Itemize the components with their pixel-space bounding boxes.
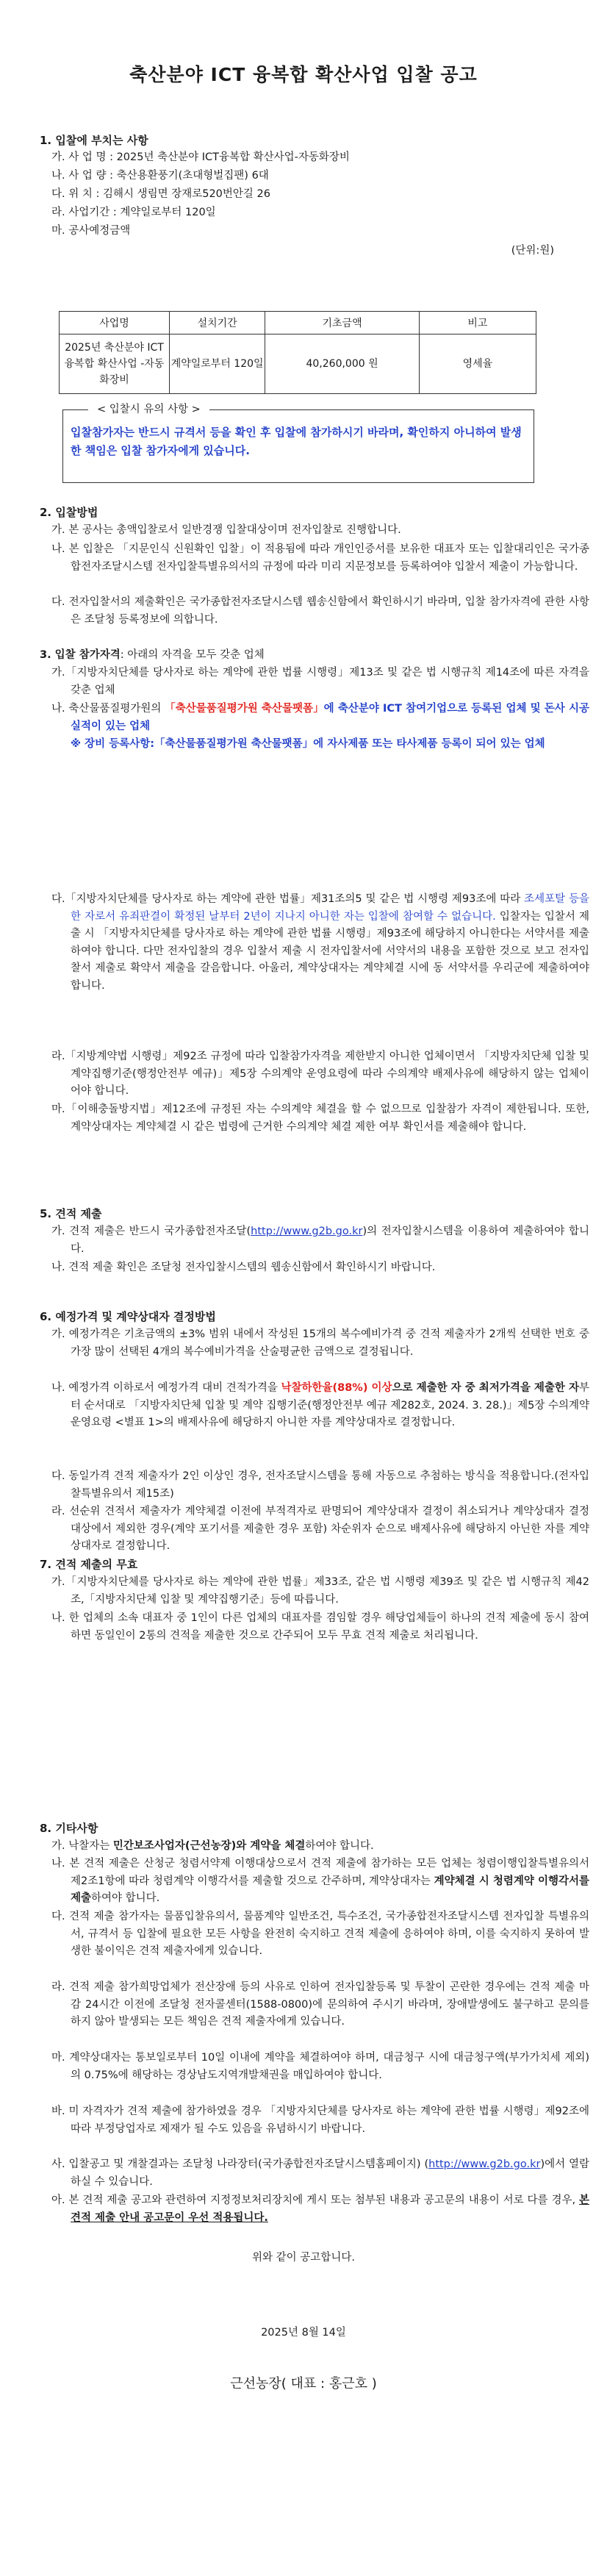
s1-item-price: 마. 공사예정금액 bbox=[51, 225, 131, 237]
section-1-heading: 1. 입찰에 부치는 사항 bbox=[40, 134, 148, 147]
s3-item-c-part1: 다.「지방자치단체를 당사자로 하는 계약에 관한 법률」제31조의5 및 같은 법 시행령 제93조에 따라 bbox=[51, 893, 525, 905]
section-5-heading: 5. 견적 제출 bbox=[40, 1207, 102, 1220]
section-7-heading: 7. 견적 제출의 무효 bbox=[40, 1558, 138, 1571]
section-2-heading: 2. 입찰방법 bbox=[40, 506, 98, 519]
g2b-link[interactable]: http://www.g2b.go.kr bbox=[251, 1226, 363, 1237]
s2-item-b: 나. 본 입찰은 「지문인식 신원확인 입찰」이 적용됨에 따라 개인인증서를 보유한 대표자 또는 입찰대리인은 국가종합전자조달시스템 전자입찰특별유의서의 규정에 따라 미리 지문정보를 등록하여야 입찰서 제출이 가능합니다. bbox=[51, 543, 589, 573]
s8-item-b-emphasis: 계약체결 시 청렴계약 이행각서를 제출 bbox=[71, 1875, 589, 1904]
s3-item-b bbox=[51, 701, 589, 735]
table-row bbox=[60, 334, 536, 394]
closing-text: 위와 같이 공고합니다. bbox=[252, 2252, 355, 2264]
s8-item-b-part2: 하여야 합니다. bbox=[91, 1892, 160, 1904]
g2b-homepage-link[interactable]: http://www.g2b.go.kr bbox=[428, 2158, 541, 2170]
s3-item-a: 가.「지방자치단체를 당사자로 하는 계약에 관한 법률 시행령」제13조 및 같은 법 시행규칙 제14조에 따른 자격을 갖춘 업체 bbox=[51, 667, 589, 696]
s8-item-d: 라. 견적 제출 참가희망업체가 전산장애 등의 사유로 인하여 전자입찰등록 및 투찰이 곤란한 경우에는 견적 제출 마감 24시간 이전에 조달청 전자콜센터(1588-0800)에 문의하여 주시기 바라며, 장애발생에도 불구하고 문의를 하지 않아 발생되는 모든 책임은 견적 제출자에게 있습니다. bbox=[51, 1981, 589, 2028]
s6-item-d: 라. 선순위 견적서 제출자가 계약체결 이전에 부적격자로 판명되어 계약상대자 결정이 취소되거나 계약상대자 결정 대상에서 제외한 경우(계약 포기서를 제출한 경우 포함) 차순위자 순으로 배제사유에 해당하지 아닌한 자를 계약상대자로 결정합니다. bbox=[51, 1506, 589, 1552]
s8-item-b-part1: 나. 본 견적 제출은 산청군 청렴서약제 이행대상으로서 견적 제출에 참가하는 모든 업체는 청렴이행입찰특별유의서 제2조1항에 따라 청렴계약 이행각서를 제출할 것으로 간주하며, 계약상대자는 bbox=[51, 1858, 589, 1887]
table-cell-note: 영세율 bbox=[419, 334, 536, 394]
s6-item-b-rate: 낙찰하한율(88%) 이상 bbox=[281, 1382, 392, 1394]
s5-item-a-prefix: 가. 견적 제출은 반드시 국가종합전자조달( bbox=[51, 1226, 251, 1237]
s3-item-c bbox=[51, 891, 589, 995]
section-3-heading-line bbox=[40, 647, 569, 665]
s7-item-a: 가.「지방자치단체를 당사자로 하는 계약에 관한 법률」제33조, 같은 법 시행령 제39조 및 같은 법 시행규칙 제42조,「지방자치단체 입찰 및 계약집행기준」등에 따릅니다. bbox=[51, 1576, 589, 1606]
table-header-period: 설치기간 bbox=[169, 312, 265, 334]
s2-item-a: 가. 본 공사는 총액입찰로서 일반경쟁 입찰대상이며 전자입찰로 진행합니다. bbox=[51, 524, 401, 536]
s5-item-a bbox=[51, 1223, 589, 1258]
s7-item-b: 나. 한 업체의 소속 대표자 중 1인이 다른 업체의 대표자를 겸임할 경우 해당업체들이 하나의 견적 제출에 동시 참여하면 동일인이 2통의 견적을 제출한 것으로 간주되어 모두 무효 견적 제출로 처리됩니다. bbox=[51, 1612, 589, 1642]
s3-item-b-prefix: 나. 축산물품질평가원의 bbox=[51, 703, 165, 715]
s1-item-period: 라. 사업기간 : 계약일로부터 120일 bbox=[51, 207, 216, 218]
s1-item-name: 가. 사 업 명 : 2025년 축산분야 ICT융복합 확산사업-자동화장비 bbox=[51, 151, 350, 163]
s3-equipment-note: ※ 장비 등록사항:「축산물품질평가원 축산물팻폼」에 자사제품 또는 타사제품 등록이 되어 있는 업체 bbox=[71, 738, 545, 750]
s8-item-f: 바. 미 자격자가 견적 제출에 참가하였을 경우 「지방자치단체를 당사자로 하는 계약에 관한 법률 시행령」제92조에 따라 부정당업자로 제재가 될 수도 있음을 유념하시기 바랍니다. bbox=[51, 2105, 589, 2135]
notice-date: 2025년 8월 14일 bbox=[261, 2327, 346, 2339]
s6-item-b-emphasis: 으로 제출한 자 중 최저가격을 제출한 자 bbox=[392, 1382, 579, 1394]
spec-table bbox=[59, 311, 536, 394]
s6-item-c: 다. 동일가격 견적 제출자가 2인 이상인 경우, 전자조달시스템을 통해 자동으로 추첨하는 방식을 적용합니다.(전자입찰특별유의서 제15조) bbox=[51, 1470, 589, 1500]
s8-item-h bbox=[51, 2192, 589, 2227]
s8-item-b bbox=[51, 1856, 589, 1908]
s5-item-a-suffix: )의 전자입찰시스템을 이용하여 제출하여야 합니다. bbox=[71, 1226, 589, 1255]
section-3-heading-rest: : 아래의 자격을 모두 갖춘 업체 bbox=[120, 649, 265, 661]
section-3-heading: 3. 입찰 참가자격 bbox=[40, 649, 121, 661]
s5-item-b: 나. 견적 제출 확인은 조달청 전자입찰시스템의 웹송신함에서 확인하시기 바랍니다. bbox=[51, 1262, 436, 1273]
table-header-base-price: 기초금액 bbox=[265, 312, 420, 334]
s3-item-e: 마.「이해충돌방지법」제12조에 규정된 자는 수의계약 체결을 할 수 없으므로 입찰참가 자격이 제한됩니다. 또한, 계약상대자는 계약체결 시 같은 법령에 근거한 수의계약 체결 제한 여부 확인서를 제출해야 합니다. bbox=[51, 1103, 589, 1133]
s6-item-b-part2: 부터 순서대로 「지방자치단체 입찰 및 계약 집행기준(행정안전부 예규 제282호, 2024. 3. 28.)」제5장 수의계약 운영요령 <별표 1>의 배제사유에 해당하지 아니한 자를 계약상대자로 결정합니다. bbox=[71, 1382, 589, 1428]
page-title: 축산분야 ICT 융복합 확산사업 입찰 공고 bbox=[129, 64, 478, 85]
bid-notice-text: 입찰참가자는 반드시 규격서 등을 확인 후 입찰에 참가하시기 바라며, 확인하지 아니하여 발생한 책임은 입찰 참가자에게 있습니다. bbox=[71, 426, 522, 457]
s8-item-h-emphasis: 본 견적 제출 안내 공고문이 우선 적용됩니다. bbox=[71, 2194, 589, 2224]
s8-item-c: 다. 견적 제출 참가자는 물품입찰유의서, 물품계약 일반조건, 특수조건, 국가종합전자조달시스템 전자입찰 특별유의서, 규격서 등 입찰에 필요한 모든 사항을 완전히 숙지하고 견적 제출에 응하여야 하며, 이를 숙지하지 못하여 발생한 불이익은 견적 제출자에게 있습니다. bbox=[51, 1911, 589, 1957]
s1-item-location: 다. 위 치 : 김해시 생림면 장재로520번안길 26 bbox=[51, 188, 270, 200]
s1-item-quantity: 나. 사 업 량 : 축산용환풍기(초대형벌집팬) 6대 bbox=[51, 170, 269, 182]
s3-item-c-part2: 입찰자는 입찰서 제출 시 「지방자치단체를 당사자로 하는 계약에 관한 법률 시행령」제93조에 해당하지 아니한다는 서약서를 제출하여야 합니다. 다만 전자입찰의 경우 입찰서 제출 시 전자입찰서에 서약서의 내용을 포함한 것으로 보고 전자입찰서 제출로 확약서 제출을 갈음합니다. 아울러, 계약상대자는 계약체결 시에 동 서약서를 우리군에 제출하여야 합니다. bbox=[71, 910, 589, 992]
table-cell-project: 2025년 축산분야 ICT융복합 확산사업 -자동화장비 bbox=[60, 334, 170, 394]
s8-item-h-part1: 아. 본 견적 제출 공고와 관련하여 지정정보처리장치에 게시 또는 첨부된 내용과 공고문의 내용이 서로 다를 경우, bbox=[51, 2194, 579, 2206]
table-header-project: 사업명 bbox=[60, 312, 170, 334]
s3-item-d: 라.「지방계약법 시행령」제92조 규정에 따라 입찰참가자격을 제한받지 아니한 업체이면서 「지방자치단체 입찰 및 계약집행기준(행정안전부 예규)」제5장 수의계약 운영요령에 따라 수의계약 배제사유에 해당하지 않는 업체이어야 합니다. bbox=[51, 1051, 589, 1097]
s3-item-b-platform: 「축산물품질평가원 축산물팻폼」 bbox=[165, 703, 324, 715]
s8-item-a-part1: 가. 낙찰자는 bbox=[51, 1840, 113, 1852]
unit-label: (단위:원) bbox=[511, 245, 554, 257]
s8-item-a-emphasis: 민간보조사업자(근선농장)와 계약을 체결 bbox=[112, 1840, 306, 1852]
bid-notice-heading: < 입찰시 유의 사항 > bbox=[88, 401, 209, 416]
s6-item-b bbox=[51, 1380, 589, 1432]
s8-item-g-suffix: )에서 열람하실 수 있습니다. bbox=[71, 2158, 590, 2188]
table-cell-base-price: 40,260,000 원 bbox=[265, 334, 420, 394]
s2-item-c: 다. 전자입찰서의 제출확인은 국가종합전자조달시스템 웹송신함에서 확인하시기 바라며, 입찰 참가자격에 관한 사항은 조달청 등록정보에 의합니다. bbox=[51, 596, 589, 626]
section-6-heading: 6. 예정가격 및 계약상대자 결정방법 bbox=[40, 1310, 216, 1323]
section-8-heading: 8. 기타사항 bbox=[40, 1822, 98, 1835]
s3-item-c-restriction: 조세포탈 등을 한 자로서 유죄판결이 확정된 날부터 2년이 지나지 아니한 자는 입찰에 참여할 수 없습니다. bbox=[71, 893, 589, 923]
s8-item-a-part2: 하여야 합니다. bbox=[305, 1840, 374, 1852]
s8-item-g bbox=[51, 2156, 589, 2191]
table-header-note: 비고 bbox=[419, 312, 536, 334]
s6-item-a: 가. 예정가격은 기초금액의 ±3% 범위 내에서 작성된 15개의 복수예비가격 중 견적 제출자가 2개씩 선택한 번호 중 가장 많이 선택된 4개의 복수예비가격을 산술평균한 금액으로 결정됩니다. bbox=[51, 1328, 589, 1358]
s3-item-b-requirement: 에 축산분야 ICT 참여기업으로 등록된 업체 및 돈사 시공 실적이 있는 업체 bbox=[71, 703, 589, 732]
table-cell-period: 계약일로부터 120일 bbox=[169, 334, 265, 394]
s6-item-b-part1: 나. 예정가격 이하로서 예정가격 대비 견적가격을 bbox=[51, 1382, 281, 1394]
s8-item-e: 마. 계약상대자는 통보일로부터 10일 이내에 계약을 체결하여야 하며, 대금청구 시에 대금청구액(부가가치세 제외)의 0.75%에 해당하는 경상남도지역개발채권을 매입하여야 합니다. bbox=[51, 2052, 589, 2081]
s8-item-g-prefix: 사. 입찰공고 및 개찰결과는 조달청 나라장터(국가종합전자조달시스템홈페이지) ( bbox=[51, 2158, 429, 2170]
signature-line: 근선농장( 대표 : 홍근호 ) bbox=[230, 2376, 377, 2391]
spec-table-header-row bbox=[60, 312, 536, 334]
s8-item-a bbox=[51, 1838, 589, 1856]
